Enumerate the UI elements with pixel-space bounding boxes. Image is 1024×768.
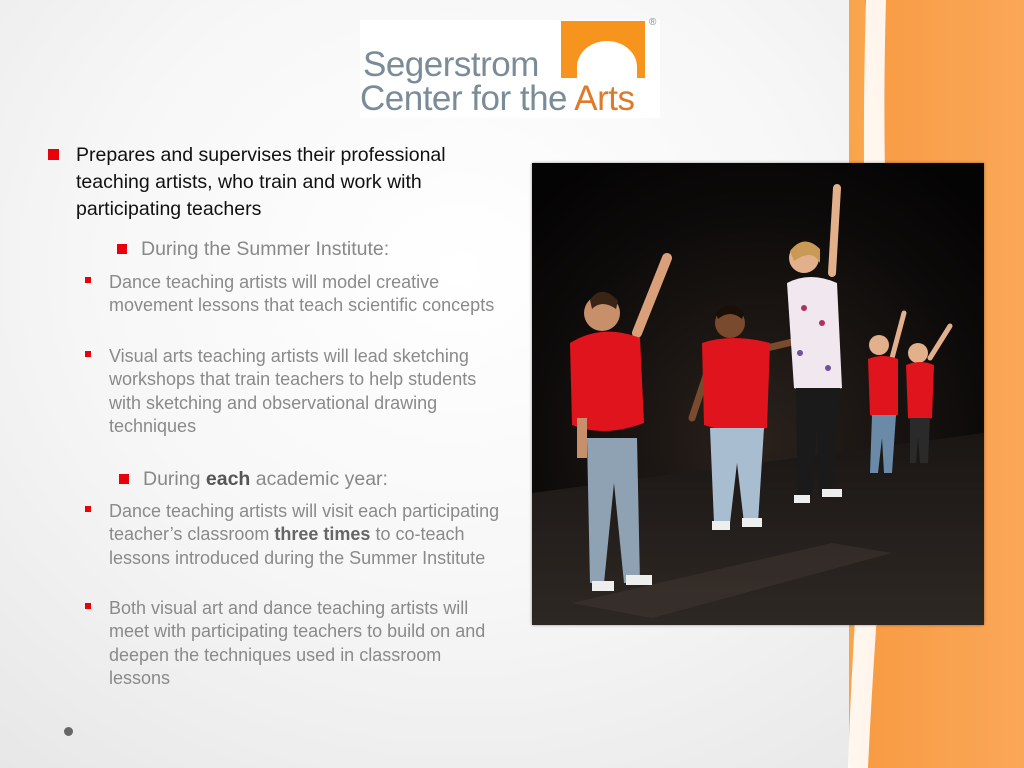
summer-institute-heading: [117, 238, 389, 261]
item-text-part: to co-teach lessons introduced during the Summer Institute: [109, 524, 486, 568]
red-square-bullet-icon: [119, 474, 129, 484]
list-item-text: Dance teaching artists will model creative movement lessons that teach scientific concepts: [109, 272, 495, 316]
academic-heading-suffix: academic year:: [250, 468, 388, 490]
main-bullet: [45, 142, 485, 223]
slide-indicator-dot: [64, 727, 73, 736]
logo-text-line2: [360, 79, 635, 119]
logo-text-arts: Arts: [574, 79, 635, 118]
list-item: [85, 500, 505, 570]
registered-mark: ®: [649, 17, 657, 28]
list-item-text: Visual arts teaching artists will lead sketching workshops that train teachers to help students with sketching and observational drawing techniques: [109, 346, 477, 436]
list-item: [85, 345, 505, 438]
academic-year-heading: [119, 468, 388, 491]
red-square-bullet-icon: [117, 244, 127, 254]
list-item-text: Both visual art and dance teaching artists will meet with participating teachers to build on and deepen the techniques used in classroom lessons: [109, 598, 486, 688]
logo-mark-icon: [561, 21, 645, 78]
red-bullet-icon: [85, 351, 91, 357]
logo-text-line1: Segerstrom: [363, 45, 539, 84]
dance-class-photo: [532, 163, 984, 625]
item-text-bold: three times: [274, 524, 371, 545]
red-bullet-icon: [85, 506, 91, 512]
red-bullet-icon: [85, 277, 91, 283]
segerstrom-logo: [360, 17, 660, 118]
main-bullet-text: Prepares and supervises their professional teaching artists, who train and work with participating teachers: [76, 144, 446, 220]
list-item: [85, 597, 505, 690]
academic-heading-prefix: During: [143, 468, 206, 490]
item-text-part: Dance teaching artists will visit each participating teacher’s classroom: [109, 501, 500, 545]
red-bullet-icon: [85, 603, 91, 609]
red-square-bullet-icon: [48, 149, 59, 160]
list-item-text: [109, 500, 505, 570]
logo-text-prefix: Center for the: [360, 79, 575, 118]
academic-heading-bold: each: [205, 468, 251, 490]
list-item: [85, 271, 505, 318]
summer-heading-text: During the Summer Institute:: [141, 238, 390, 260]
